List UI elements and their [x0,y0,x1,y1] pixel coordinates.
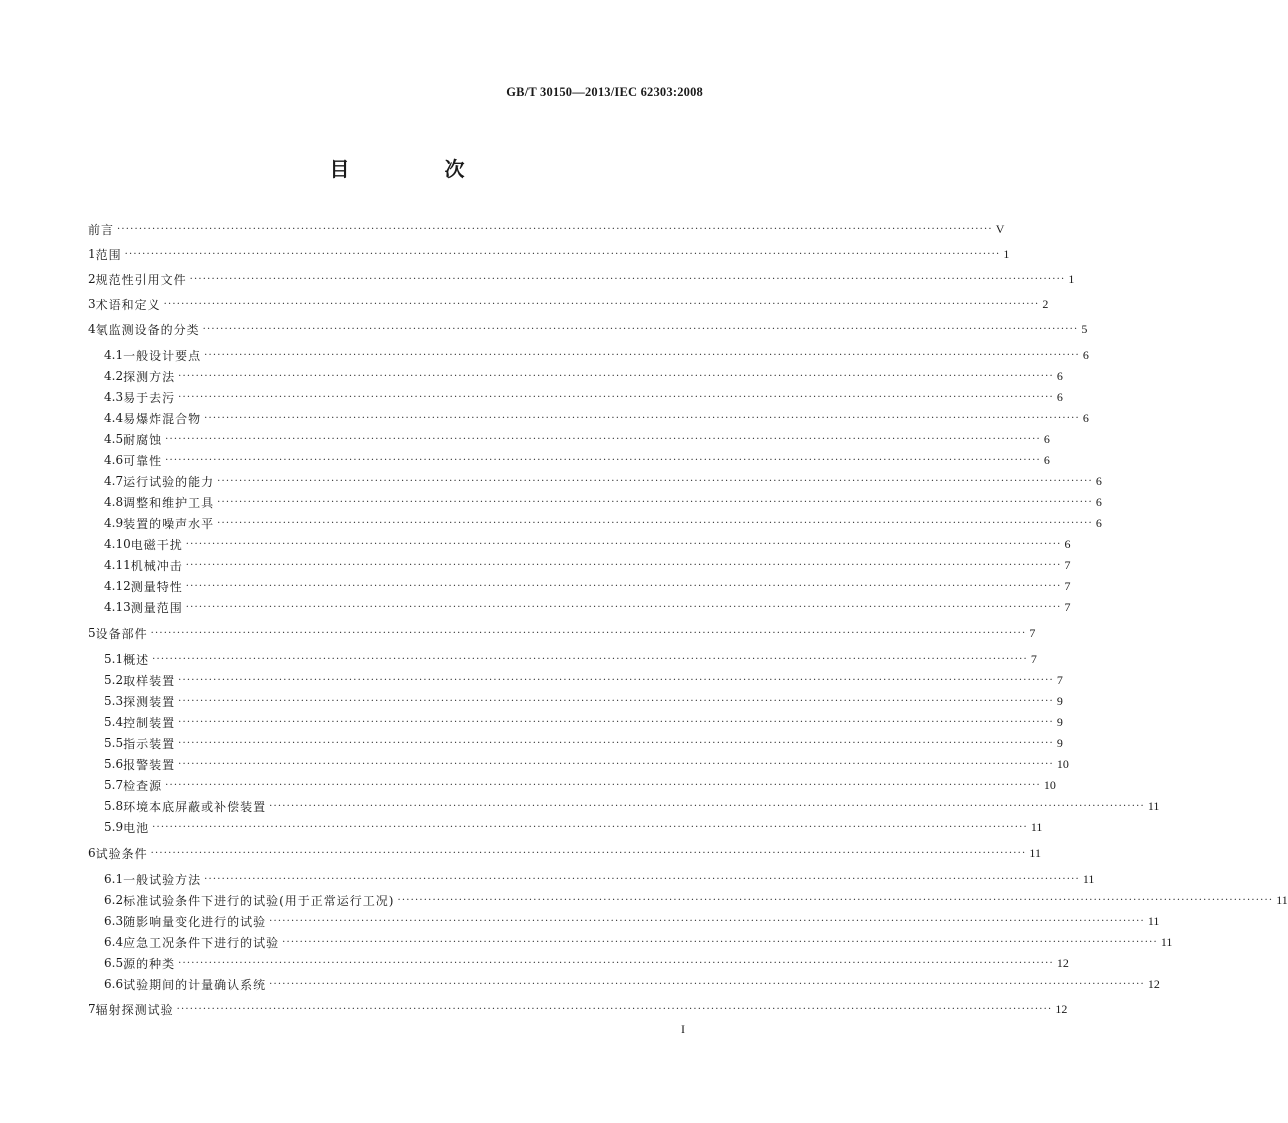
toc-entry[interactable] [88,245,1010,263]
toc-entry-page: 6 [1095,494,1102,509]
toc-leader-dots: ········································································································································································································ [165,454,1041,466]
toc-entry-page: 9 [1056,714,1063,729]
toc-entry-page: 11 [1030,819,1043,834]
toc-entry[interactable] [88,451,1050,469]
toc-entry[interactable] [88,797,1160,815]
toc-entry[interactable] [88,624,1036,642]
toc-entry-number: 6.6 [104,977,124,991]
toc-leader-dots: ········································································································································································································ [185,580,1062,592]
toc-leader-dots: ········································································································································································································ [176,1003,1053,1015]
toc-entry-page: 10 [1056,756,1069,771]
toc-entry-page: 7 [1030,651,1037,666]
toc-entry-label: 设备部件 [95,626,148,641]
toc-entry-page: 2 [1042,296,1049,311]
toc-entry[interactable] [88,933,1173,951]
toc-entry-page: 11 [1029,845,1041,860]
toc-leader-dots: ········································································································································································································ [189,273,1066,285]
toc-entry-number: 4.12 [104,579,131,593]
toc-entry[interactable] [88,912,1160,930]
toc-entry-page: 6 [1043,431,1050,446]
toc-entry-number: 5.3 [104,694,124,708]
toc-entry-label: 标准试验条件下进行的试验(用于正常运行工况) [123,893,395,908]
toc-leader-dots: ········································································································································································································ [178,674,1054,686]
toc-entry-number: 6.5 [104,956,124,970]
toc-entry-number: 4.2 [104,369,124,383]
toc-leader-dots: ········································································································································································································ [178,737,1054,749]
toc-entry-label: 控制装置 [123,715,176,730]
toc-entry[interactable] [88,870,1095,888]
toc-entry-number: 5.8 [104,799,124,813]
toc-entry-number: 4.5 [104,432,124,446]
toc-entry[interactable] [88,671,1063,689]
toc-leader-dots: ········································································································································································································ [204,412,1080,424]
toc-entry-number: 4.11 [104,558,131,572]
toc-entry-number: 4.6 [104,453,124,467]
toc-entry-number: 4.4 [104,411,124,425]
page-title: 目 次 [329,157,509,181]
toc-entry-page: 11 [1276,892,1288,907]
toc-entry-page: 12 [1147,976,1160,991]
toc-entry-number: 5.6 [104,757,124,771]
toc-entry[interactable] [88,367,1063,385]
toc-leader-dots: ········································································································································································································ [165,779,1041,791]
toc-entry-label: 易爆炸混合物 [123,411,202,426]
toc-entry-page: 12 [1056,955,1069,970]
toc-leader-dots: ········································································································································································································ [178,695,1054,707]
toc-entry-page: 7 [1064,557,1071,572]
toc-entry-number: 5.4 [104,715,124,729]
toc-leader-dots: ········································································································································································································ [150,847,1027,859]
toc-entry[interactable] [88,388,1063,406]
toc-entry[interactable] [88,320,1088,338]
toc-leader-dots: ········································································································································································································ [269,915,1145,927]
toc-entry-label: 调整和维护工具 [123,495,215,510]
toc-entry-page: 6 [1043,452,1050,467]
toc-entry-label: 可靠性 [123,453,163,468]
toc-leader-dots: ········································································································································································································ [178,391,1054,403]
toc-entry[interactable] [88,514,1102,532]
toc-entry-page: 11 [1082,871,1095,886]
toc-entry[interactable] [88,270,1075,288]
toc-entry-page: 7 [1029,625,1036,640]
toc-entry-page: 11 [1147,913,1160,928]
toc-leader-dots: ········································································································································································································ [163,298,1040,310]
toc-entry-label: 探测方法 [123,369,176,384]
toc-leader-dots: ········································································································································································································ [185,601,1062,613]
toc-entry-label: 指示装置 [123,736,176,751]
toc-entry-number: 4.8 [104,495,124,509]
toc-leader-dots: ········································································································································································································ [269,800,1145,812]
standard-code: GB/T 30150—2013/IEC 62303:2008 [506,85,703,99]
toc-leader-dots: ········································································································································································································ [217,475,1093,487]
toc-entry-page: 6 [1064,536,1071,551]
toc-entry-label: 装置的噪声水平 [123,516,215,531]
toc-leader-dots: ········································································································································································································ [282,936,1158,948]
toc-entry[interactable] [88,734,1063,752]
toc-entry-page: 6 [1082,410,1089,425]
toc-entry-page: 10 [1043,777,1056,792]
toc-entry-page: 9 [1056,693,1063,708]
toc-entry[interactable] [88,295,1049,313]
toc-entry-page: 5 [1081,321,1088,336]
toc-leader-dots: ········································································································································································································ [204,873,1080,885]
toc-entry-label: 电池 [123,820,150,835]
toc-entry-number: 1 [88,247,96,261]
toc-entry-label: 一般试验方法 [123,872,202,887]
toc-entry-label: 概述 [123,652,150,667]
toc-entry-label: 探测装置 [123,694,176,709]
toc-entry-number: 6 [88,846,96,860]
toc-leader-dots: ········································································································································································································ [165,433,1041,445]
toc-entry-page: 1 [1068,271,1075,286]
toc-entry[interactable] [88,409,1089,427]
toc-leader-dots: ········································································································································································································ [150,627,1027,639]
toc-entry-page: 11 [1147,798,1160,813]
toc-leader-dots: ········································································································································································································ [269,978,1145,990]
toc-entry[interactable] [88,493,1102,511]
toc-entry[interactable] [88,975,1160,993]
toc-entry-number: 5.7 [104,778,124,792]
toc-entry-label: 一般设计要点 [123,348,202,363]
toc-leader-dots: ········································································································································································································ [178,370,1054,382]
toc-leader-dots: ········································································································································································································ [217,496,1093,508]
toc-entry-label: 术语和定义 [95,297,161,312]
toc-entry-page: 7 [1064,599,1071,614]
toc-entry-number: 6.3 [104,914,124,928]
toc-entry-label: 环境本底屏蔽或补偿装置 [123,799,267,814]
toc-entry[interactable] [88,1000,1068,1018]
toc-leader-dots: ········································································································································································································ [217,517,1093,529]
toc-entry[interactable] [88,577,1071,595]
toc-entry-number: 5 [88,626,96,640]
toc-entry-page: 6 [1095,515,1102,530]
toc-entry-number: 7 [88,1002,96,1016]
toc-entry[interactable] [88,472,1102,490]
toc-entry-page: 6 [1082,347,1089,362]
toc-leader-dots: ········································································································································································································ [152,821,1028,833]
toc-entry-label: 机械冲击 [130,558,183,573]
toc-leader-dots: ········································································································································································································ [152,653,1028,665]
toc-leader-dots: ········································································································································································································ [397,894,1274,906]
toc-entry-label: 应急工况条件下进行的试验 [123,935,280,950]
toc-entry[interactable] [88,650,1037,668]
toc-entry-label: 测量特性 [130,579,183,594]
toc-leader-dots: ········································································································································································································ [185,538,1062,550]
toc-entry[interactable] [88,755,1069,773]
toc-entry[interactable] [88,692,1063,710]
page-number: I [681,1022,685,1036]
toc-entry-label: 检查源 [123,778,163,793]
toc-entry[interactable] [88,713,1063,731]
toc-entry-label: 随影响量变化进行的试验 [123,914,267,929]
toc-entry-number: 5.5 [104,736,124,750]
toc-entry-label: 规范性引用文件 [95,272,187,287]
toc-entry-label: 报警装置 [123,757,176,772]
toc-entry-label: 试验条件 [95,846,148,861]
toc-entry-number: 5.9 [104,820,124,834]
toc-entry-page: 6 [1056,389,1063,404]
toc-entry-number: 4.1 [104,348,124,362]
toc-entry-number: 6.2 [104,893,124,907]
toc-entry[interactable] [88,430,1050,448]
toc-leader-dots: ········································································································································································································ [185,559,1062,571]
toc-entry-label: 电磁干扰 [130,537,183,552]
toc-entry-page: 1 [1003,246,1010,261]
toc-entry-number: 2 [88,272,96,286]
toc-leader-dots: ········································································································································································································ [117,223,993,235]
toc-entry-label: 范围 [95,247,122,262]
toc-entry[interactable] [88,954,1069,972]
toc-entry-page: 9 [1056,735,1063,750]
toc-entry[interactable] [88,346,1089,364]
toc-entry-number: 6.4 [104,935,124,949]
toc-entry-number: 3 [88,297,96,311]
toc-entry-page: 12 [1055,1001,1068,1016]
toc-entry-page: 6 [1056,368,1063,383]
toc-entry-number: 5.2 [104,673,124,687]
toc-entry-label: 辐射探测试验 [95,1002,174,1017]
toc-entry-label: 取样装置 [123,673,176,688]
toc-leader-dots: ········································································································································································································ [124,248,1001,260]
toc-entry[interactable] [88,844,1041,862]
toc-entry[interactable] [88,776,1056,794]
toc-entry-number: 4 [88,322,96,336]
toc-entry[interactable] [88,598,1071,616]
toc-entry-label: 源的种类 [123,956,176,971]
toc-entry-number: 5.1 [104,652,124,666]
toc-entry-page: V [995,221,1005,236]
toc-entry[interactable] [88,556,1071,574]
toc-entry-page: 7 [1056,672,1063,687]
toc-entry-label: 易于去污 [123,390,176,405]
toc-entry-label: 试验期间的计量确认系统 [123,977,267,992]
toc-leader-dots: ········································································································································································································ [178,758,1054,770]
toc-leader-dots: ········································································································································································································ [204,349,1080,361]
toc-entry-number: 4.13 [104,600,131,614]
toc-entry-label: 前言 [88,222,115,237]
toc-entry-page: 6 [1095,473,1102,488]
toc-entry-page: 7 [1064,578,1071,593]
toc-entry-label: 氡监测设备的分类 [95,322,200,337]
toc-entry-page: 11 [1160,934,1173,949]
toc-entry[interactable] [88,535,1071,553]
toc-entry-number: 4.7 [104,474,124,488]
toc-entry-number: 6.1 [104,872,124,886]
toc-entry-label: 测量范围 [130,600,183,615]
toc-entry[interactable] [88,220,1005,238]
toc-entry[interactable] [88,818,1043,836]
toc-leader-dots: ········································································································································································································ [178,957,1054,969]
toc-entry-label: 耐腐蚀 [123,432,163,447]
toc-entry[interactable] [88,891,1288,909]
toc-entry-number: 4.9 [104,516,124,530]
toc-leader-dots: ········································································································································································································ [202,323,1079,335]
toc-leader-dots: ········································································································································································································ [178,716,1054,728]
toc-entry-label: 运行试验的能力 [123,474,215,489]
toc-entry-number: 4.10 [104,537,131,551]
toc-entry-number: 4.3 [104,390,124,404]
